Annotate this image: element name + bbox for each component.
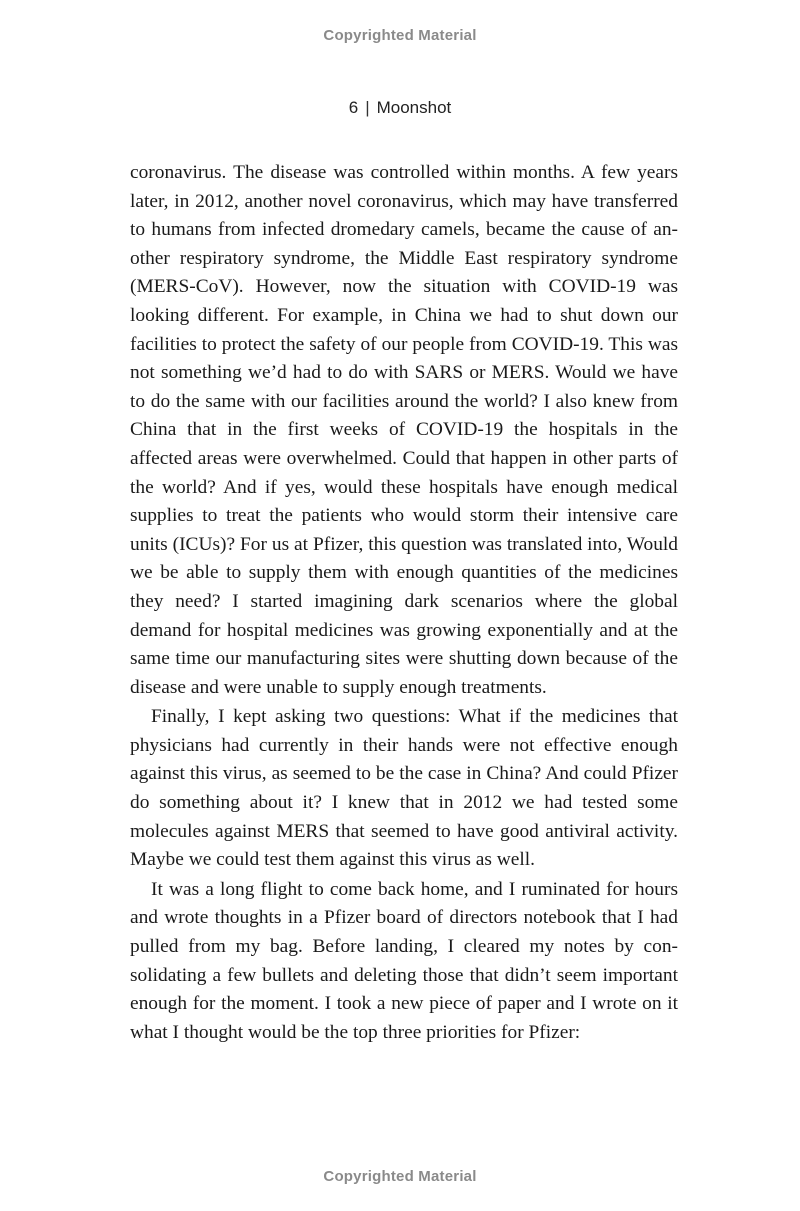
- page-number: 6: [348, 98, 359, 117]
- book-title: Moonshot: [376, 98, 452, 117]
- copyright-watermark-bottom: Copyrighted Material: [323, 1168, 477, 1185]
- paragraph-1: coronavirus. The disease was controlled within months. A few years later, in 2012, another novel coronavirus, which may have transferred to humans from infected dromedary camels, became the cause of another respiratory syndrome, the Middle East respiratory syndrome (MERS-CoV). However, now the situation with COVID-19 was looking different. For example, in China we had to shut down our facilities to protect the safety of our people from COVID-19. This was not something we’d had to do with SARS or MERS. Would we have to do the same with our facilities around the world? I also knew from China that in the first weeks of COVID-19 the hospitals in the affected areas were overwhelmed. Could that happen in other parts of the world? And if yes, would these hospitals have enough medical supplies to treat the patients who would storm their intensive care units (ICUs)? For us at Pfizer, this question was translated into, Would we be able to supply them with enough quantities of the medicines they need? I started imagining dark scenarios where the global demand for hospital medicines was growing exponentially and at the same time our manufacturing sites were shutting down because of the disease and were unable to supply enough treatments.: [130, 162, 678, 698]
- copyright-watermark-top: Copyrighted Material: [323, 27, 477, 44]
- running-head-separator: |: [365, 98, 370, 117]
- paragraph-2: Finally, I kept asking two questions: What if the medicines that physicians had currently in their hands were not effective enough against this virus, as seemed to be the case in China? And could Pfizer do something about it? I knew that in 2012 we had tested some molecules against MERS that seemed to have good antiviral activity. Maybe we could test them against this virus as well.: [130, 706, 678, 871]
- running-head: [0, 98, 800, 118]
- page-body: [130, 159, 678, 1047]
- paragraph-3: It was a long flight to come back home, and I ruminated for hours and wrote thoughts in a Pfizer board of directors notebook that I had pulled from my bag. Before landing, I cleared my notes by consolidating a few bullets and deleting those that didn’t seem important enough for the moment. I took a new piece of paper and I wrote on it what I thought would be the top three priorities for Pfizer:: [130, 878, 678, 1043]
